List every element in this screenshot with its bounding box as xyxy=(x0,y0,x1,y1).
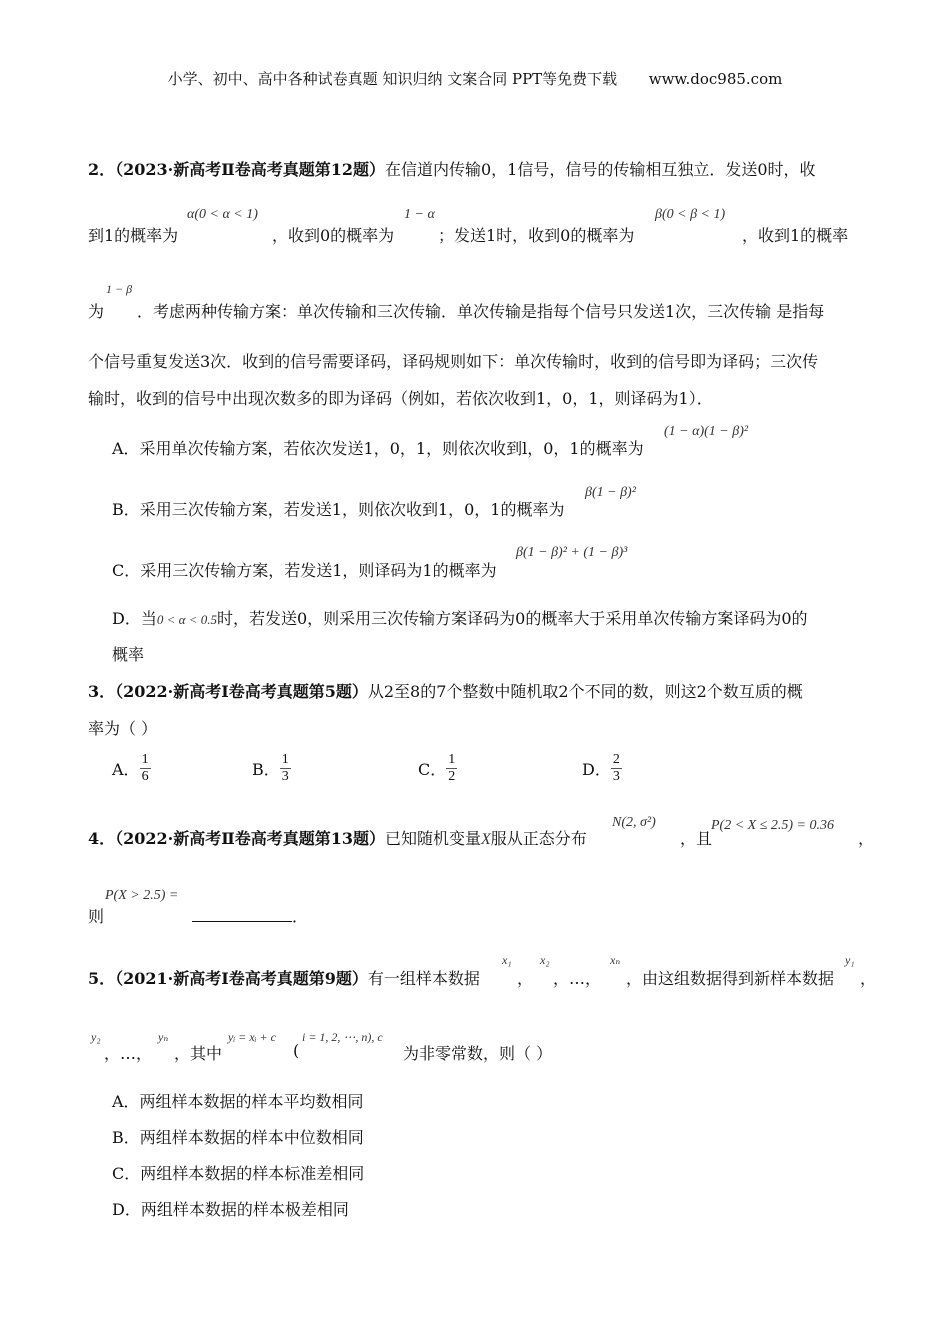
answer-blank[interactable] xyxy=(192,907,292,922)
q4-text-1c: ，且 xyxy=(680,829,713,848)
q5-var-y1: y₁ xyxy=(845,953,855,967)
q5-text-1c: ， xyxy=(860,969,877,988)
q2-math-beta: β(0 < β < 1) xyxy=(655,207,726,222)
q5-var-xn: xₙ xyxy=(610,953,621,967)
q4-line2 xyxy=(88,904,308,927)
q3-option-a-fraction xyxy=(140,752,151,785)
q4-text-1d: ， xyxy=(858,829,875,848)
q5-var-x2: x₂ xyxy=(540,953,550,967)
q2-option-d xyxy=(112,606,808,629)
q4-line1 xyxy=(88,826,587,849)
q2-option-d-cont: 概率 xyxy=(112,645,145,664)
q5-paren: ( xyxy=(293,1041,300,1060)
q5-var-yn: yₙ xyxy=(158,1030,169,1044)
q3-line2: 率为（ ） xyxy=(88,719,158,738)
q3-option-d-fraction xyxy=(611,752,622,785)
q2-line2c: ；发送1时，收到0的概率为 xyxy=(438,226,635,245)
q5-option-a: A．两组样本数据的样本平均数相同 xyxy=(112,1092,364,1111)
q2-option-b: B．采用三次传输方案，若发送1，则依次收到1，0，1的概率为 xyxy=(112,500,565,519)
frac-num: 1 xyxy=(448,752,456,767)
q3-option-c-label: C． xyxy=(418,760,447,779)
q4-math-normal: N(2, σ²) xyxy=(612,815,656,830)
q2-option-b-math: β(1 − β)² xyxy=(585,485,636,500)
q5-option-b: B．两组样本数据的样本中位数相同 xyxy=(112,1128,364,1147)
q3-option-b-fraction xyxy=(280,752,291,785)
frac-num: 1 xyxy=(281,752,289,767)
q5-text-1a: 有一组样本数据 xyxy=(367,969,480,988)
q3-option-b xyxy=(252,752,291,785)
q4-text-2b: ． xyxy=(292,907,309,926)
q3-option-a xyxy=(112,752,151,785)
q2-math-1-minus-beta: 1 − β xyxy=(106,282,133,296)
frac-num: 1 xyxy=(141,752,149,767)
q4-text-1a: 已知随机变量 xyxy=(385,829,482,848)
q5-text-2a: ，其中 xyxy=(174,1044,223,1063)
frac-den: 6 xyxy=(141,769,149,784)
q2-option-d-text-b: 时，若发送0，则采用三次传输方案译码为0的概率大于采用单次传输方案译码为0的 xyxy=(216,609,808,628)
q3-source: （2022·新高考Ⅰ卷高考真题第5题） xyxy=(115,682,368,701)
header-text: 小学、初中、高中各种试卷真题 知识归纳 文案合同 PPT等免费下载 xyxy=(167,70,618,88)
q2-option-a-math: (1 − α)(1 − β)² xyxy=(664,424,749,439)
q5-math-i: i = 1, 2, ⋯, n), c xyxy=(302,1030,383,1044)
q3-text-1: 从2至8的7个整数中随机取2个不同的数，则这2个数互质的概 xyxy=(367,682,803,701)
q2-option-d-math: 0 < α < 0.5 xyxy=(156,612,217,627)
q5-math-yi: yᵢ = xᵢ + c xyxy=(228,1030,276,1044)
q5-sep2: ，…， xyxy=(553,969,602,988)
q2-option-d-text-a: D．当 xyxy=(112,609,157,628)
q5-sep3: ，…， xyxy=(104,1044,153,1063)
q2-line2d: ，收到1的概率 xyxy=(742,226,849,245)
q2-number: 2． xyxy=(88,160,116,179)
q2-option-c: C．采用三次传输方案，若发送1，则译码为1的概率为 xyxy=(112,561,497,580)
q2-option-c-math: β(1 − β)² + (1 − β)³ xyxy=(516,545,628,560)
frac-den: 3 xyxy=(612,769,620,784)
q5-text-2b: 为非零常数，则（ ） xyxy=(403,1044,553,1063)
q5-line1a xyxy=(88,966,480,989)
q3-line1 xyxy=(88,679,803,702)
q5-option-d: D．两组样本数据的样本极差相同 xyxy=(112,1200,349,1219)
q2-line1 xyxy=(88,157,816,180)
q5-number: 5． xyxy=(88,969,116,988)
q5-var-x1: x₁ xyxy=(502,953,512,967)
q4-number: 4． xyxy=(88,829,116,848)
q3-option-a-label: A． xyxy=(112,760,140,779)
q2-math-1-minus-alpha: 1 − α xyxy=(404,207,435,222)
q4-text-2a: 则 xyxy=(88,907,105,926)
page-header xyxy=(0,68,950,89)
q4-var-x: X xyxy=(481,831,491,848)
q4-math-prob2: P(X > 2.5) = xyxy=(105,888,179,903)
q3-number: 3． xyxy=(88,682,116,701)
frac-num: 2 xyxy=(612,752,620,767)
q4-text-1b: 服从正态分布 xyxy=(490,829,587,848)
q4-source: （2022·新高考Ⅱ卷高考真题第13题） xyxy=(115,829,385,848)
q2-line2b: ，收到0的概率为 xyxy=(272,226,395,245)
q4-math-prob: P(2 < X ≤ 2.5) = 0.36 xyxy=(711,818,835,833)
q3-option-d xyxy=(582,752,622,785)
frac-den: 3 xyxy=(281,769,289,784)
q3-option-d-label: D． xyxy=(582,760,611,779)
q2-line5: 输时，收到的信号中出现次数多的即为译码（例如，若依次收到1，0，1，则译码为1）． xyxy=(88,389,713,408)
q5-option-c: C．两组样本数据的样本标准差相同 xyxy=(112,1164,365,1183)
q3-option-b-label: B． xyxy=(252,760,280,779)
q2-option-a: A．采用单次传输方案，若依次发送1，0，1，则依次收到l，0，1的概率为 xyxy=(112,439,644,458)
frac-den: 2 xyxy=(448,769,456,784)
q3-option-c xyxy=(418,752,457,785)
q2-line2a: 到1的概率为 xyxy=(88,226,179,245)
q2-line3a: 为 xyxy=(88,302,105,321)
q2-math-alpha: α(0 < α < 1) xyxy=(187,207,258,222)
q2-text-1: 在信道内传输0，1信号，信号的传输相互独立．发送0时，收 xyxy=(385,160,816,179)
q2-line4: 个信号重复发送3次．收到的信号需要译码，译码规则如下：单次传输时，收到的信号即为译码；三次传 xyxy=(88,352,819,371)
q3-option-c-fraction xyxy=(446,752,457,785)
q5-var-y2: y₂ xyxy=(91,1030,101,1044)
q5-sep1: ， xyxy=(517,969,534,988)
q2-line3b: ．考虑两种传输方案：单次传输和三次传输．单次传输是指每个信号只发送1次，三次传输 是指每 xyxy=(137,302,825,321)
q5-text-1b: ，由这组数据得到新样本数据 xyxy=(626,969,835,988)
header-site: www.doc985.com xyxy=(648,70,783,88)
q2-source: （2023·新高考Ⅱ卷高考真题第12题） xyxy=(115,160,385,179)
q5-source: （2021·新高考Ⅰ卷高考真题第9题） xyxy=(115,969,368,988)
